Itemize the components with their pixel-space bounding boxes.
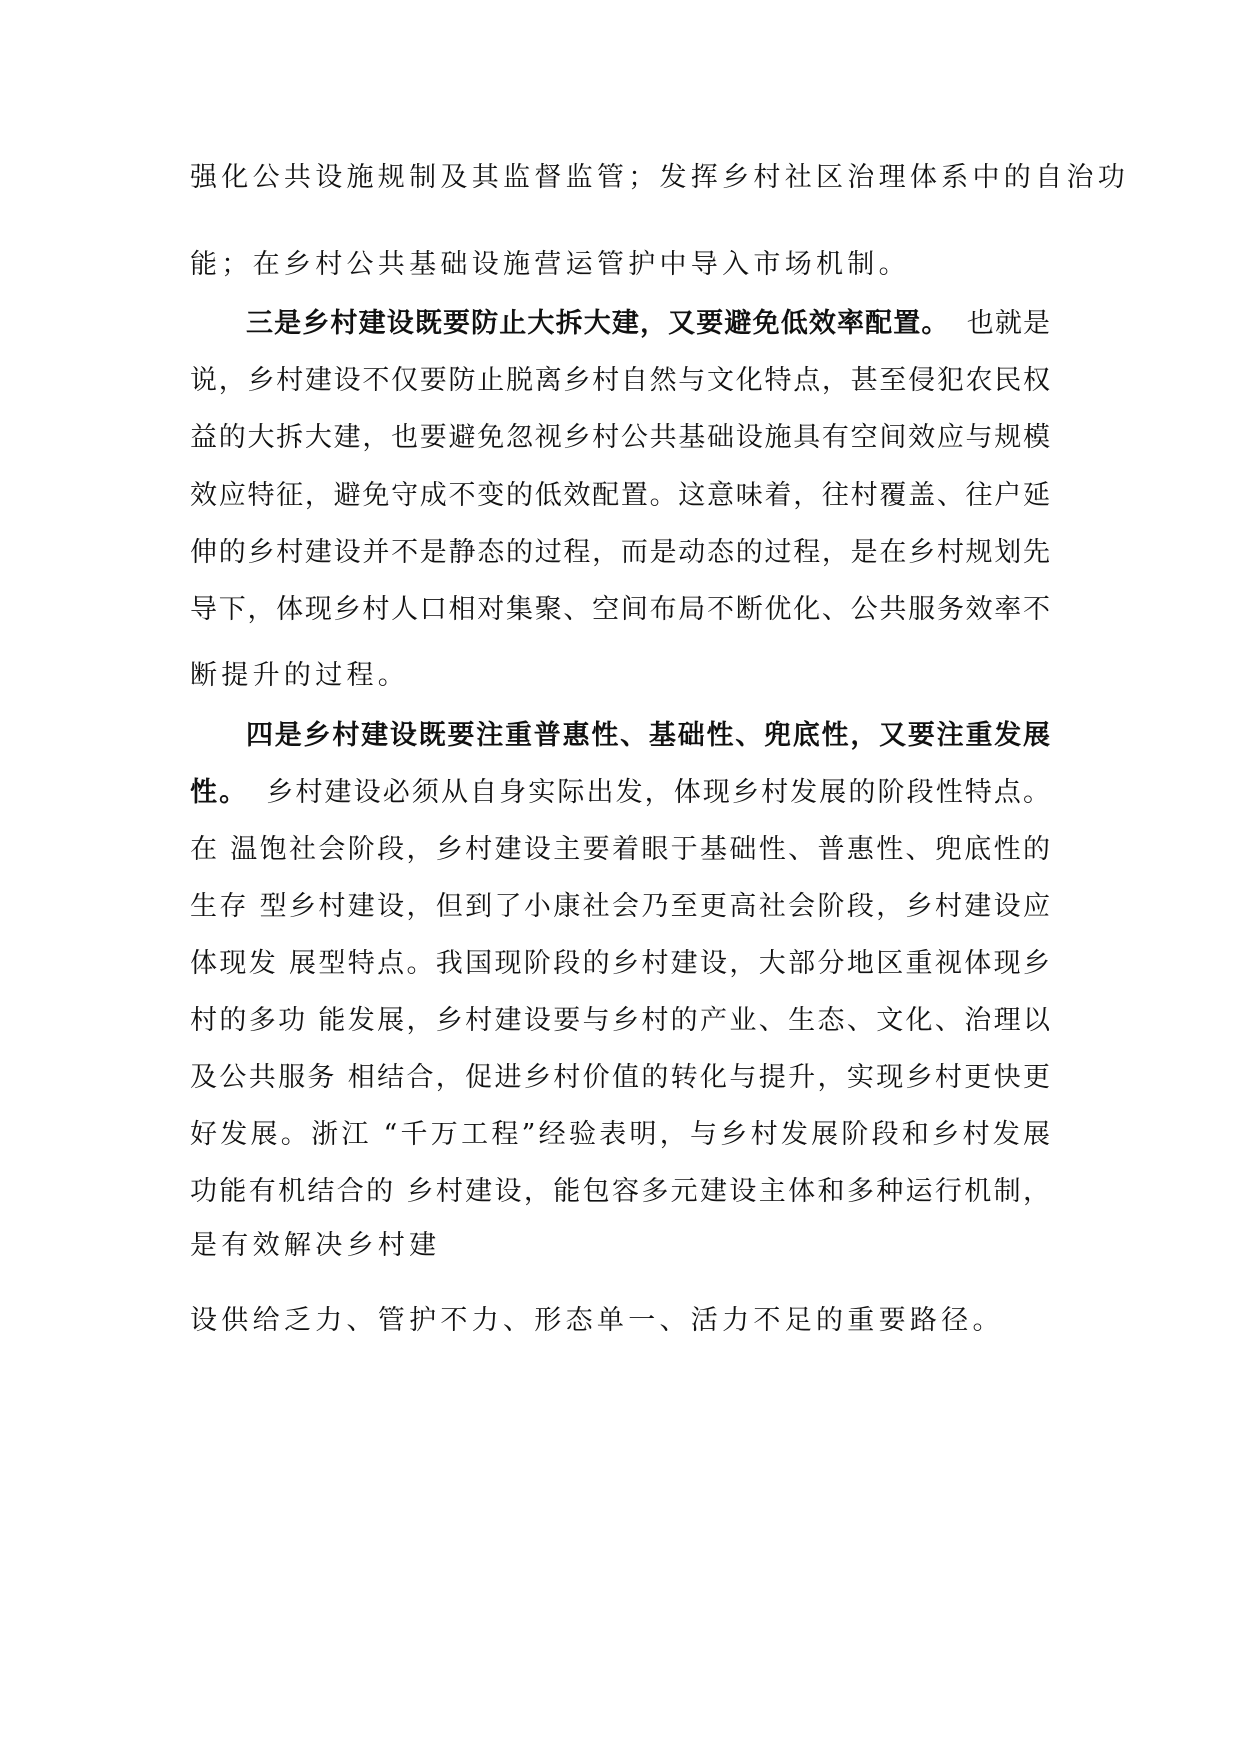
text-line: 说，乡村建设不仅要防止脱离乡村自然与文化特点，甚至侵犯农民权 bbox=[190, 365, 1050, 396]
text-line: 好发展。浙江 “千万工程”经验表明，与乡村发展阶段和乡村发展 bbox=[190, 1119, 1050, 1150]
text-line: 导下，体现乡村人口相对集聚、空间布局不断优化、公共服务效率不 bbox=[190, 594, 1050, 625]
heading-end: 性。 bbox=[190, 777, 249, 808]
section-heading-3: 三是乡村建设既要防止大拆大建，又要避免低效率配置。 bbox=[246, 308, 950, 339]
text-line: 伸的乡村建设并不是静态的过程，而是动态的过程，是在乡村规划先 bbox=[190, 537, 1050, 568]
text-line: 体现发 展型特点。我国现阶段的乡村建设，大部分地区重视体现乡 bbox=[190, 948, 1050, 979]
text-run: 也就是 bbox=[965, 308, 1051, 339]
text-line: 生存 型乡村建设，但到了小康社会乃至更高社会阶段，乡村建设应 bbox=[190, 891, 1050, 922]
text-line: 断提升的过程。 bbox=[190, 660, 410, 691]
text-line: 是有效解决乡村建 bbox=[190, 1230, 441, 1261]
paragraph-line bbox=[190, 773, 1050, 813]
section-heading-4: 四是乡村建设既要注重普惠性、基础性、兜底性，又要注重发展 bbox=[246, 720, 1050, 751]
text-line: 功能有机结合的 乡村建设，能包容多元建设主体和多种运行机制， bbox=[190, 1176, 1050, 1207]
text-line: 强化公共设施规制及其监督监管；发挥乡村社区治理体系中的自治功 bbox=[190, 162, 1129, 193]
paragraph-first-line bbox=[190, 304, 1050, 344]
text-line: 村的多功 能发展，乡村建设要与乡村的产业、生态、文化、治理以 bbox=[190, 1005, 1050, 1036]
text-line: 益的大拆大建，也要避免忽视乡村公共基础设施具有空间效应与规模 bbox=[190, 422, 1050, 453]
text-line: 效应特征，避免守成不变的低效配置。这意味着，往村覆盖、往户延 bbox=[190, 480, 1050, 511]
text-line: 设供给乏力、管护不力、形态单一、活力不足的重要路径。 bbox=[190, 1305, 1004, 1336]
text-line: 能；在乡村公共基础设施营运管护中导入市场机制。 bbox=[190, 249, 910, 280]
text-line: 及公共服务 相结合，促进乡村价值的转化与提升，实现乡村更快更 bbox=[190, 1062, 1050, 1093]
text-run: 乡村建设必须从自身实际出发，体现乡村发展的阶段性特点。 bbox=[264, 777, 1051, 808]
text-line: 在 温饱社会阶段，乡村建设主要着眼于基础性、普惠性、兜底性的 bbox=[190, 834, 1050, 865]
